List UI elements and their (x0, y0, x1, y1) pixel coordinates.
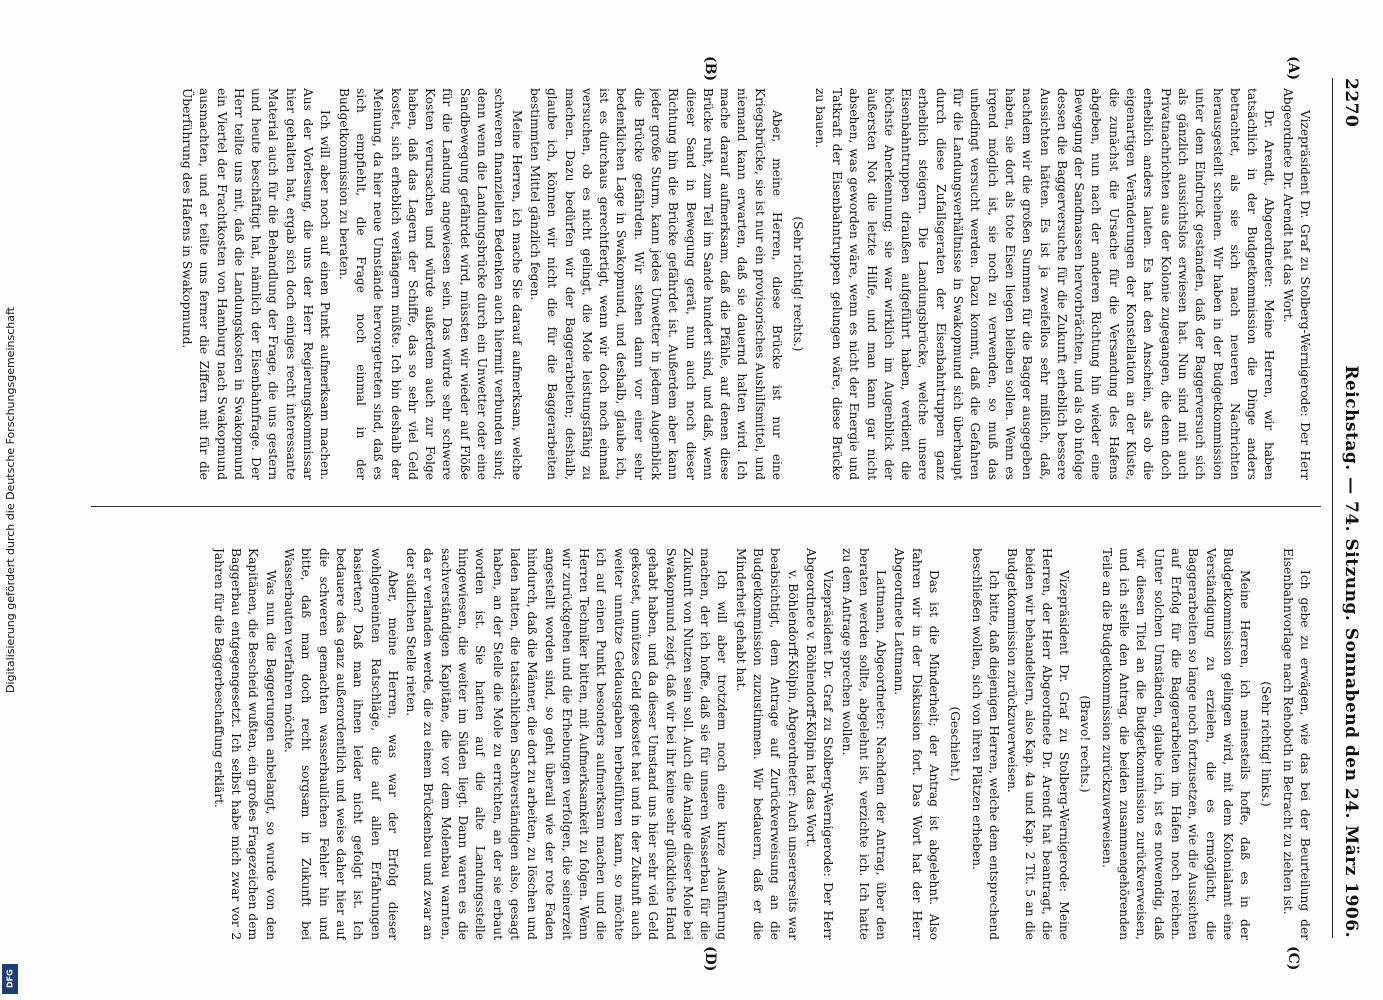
margin-letter-a: (A) (1285, 56, 1301, 81)
margin-letter-d: (D) (702, 946, 718, 972)
right-column (103, 548, 1313, 940)
page-header (1332, 78, 1369, 938)
paragraph: Ich will aber trotzdem noch eine kurze Ausführung machen, der ich hoffe, daß sie für unseren Wasserbau für die Zukunft von Nutzen sein soll. Auch die Anlage dieser Mole bei Swakopmund zeigt, daß wir bei ihr keine sehr glückliche Hand gehabt haben, und da dieser Umstand uns hier sehr viel Geld gekostet, unnützes Geld gekostet hat und in der Zukunft auch weiter unnütze Geldausgaben herbeiführen kann, so möchte ich auf einen Punkt besonders aufmerksam machen und die Herren Techniker bitten, mit Aufmerksamkeit zu folgen. Wenn wir zurückgehen und die Erhebungen verfolgen, die seinerzeit angestellt worden sind, so geht überall wie der rote Faden hindurch, daß die Männer, die dort zu arbeiten, zu löschen und laden hatten, die tatsächlichen Sachverständigen also, gesagt haben, an der Stelle die Mole zu errichten, an der sie erbaut worden ist. Sie hatten auf die alte Landungsstelle hingewiesen, die weiter im Süden liegt. Dann waren es die sachverständigen Kapitäne, die vor dem Molenbau warnten, da er verlanden werde, die zu einem Brückenbau und zwar an der südlichen Stelle rieten. (404, 548, 730, 940)
interjection: (Bravo! rechts.) (1078, 695, 1093, 793)
paragraph: Was nun die Baggerungen anbelangt, so wurde von den Kapitänen, die Bescheid wußten, ein großes Fragezeichen dem Baggerbau entgegengesetzt. Ich selbst habe mich zwar vor 2 Jahren für die Baggerbeschaffung erklärt. (211, 548, 278, 940)
paragraph: v. Böhlendorff-Kölpin, Abgeordneter: Auch unsererseits war beabsichtigt, dem Antrage auf Zurückverweisung an die Budgetkommission zuzustimmen. Wir bedauern, daß er die Minderheit gehabt hat. (733, 548, 800, 940)
page-number: 2270 (1341, 78, 1361, 128)
paragraph: Ich gebe zu erwägen, wie das bei der Beurteilung der Eisenbahnvorlage nach Rehoboth in Betracht zu ziehen ist. (1280, 548, 1312, 940)
paragraph: Meine Herren, ich meinesteils hoffe, daß es in der Budgetkommission gelingen wird, mit dem Kolonialamt eine Verständigung zu erzielen, die es ermöglicht, die Baggerarbeiten so lange noch fortzusetzen, wie die Aussichten auf Erfolg für die Baggerarbeiten im Hafen noch reichen. Unter solchen Umständen, glaube ich, ist es notwendig, daß wir diesen Titel an die Budgetkommission zurückverweisen, und ich stelle den Antrag, die beiden zusammengehörenden Teile an die Budgetkommission zurückzuverweisen. (1099, 548, 1253, 940)
paragraph: Dr. Arendt, Abgeordneter: Meine Herren, wir haben tatsächlich in der Budgetkommission die Dinge anders betrachtet, als sie sich nach neueren Nachrichten herausgestellt scheinen. Wir haben in der Budgetkommission unter dem Eindruck gestanden, daß der Baggerversuch sich als gänzlich aussichtslos erwiesen hat. Nun sind mit auch Privatnachrichten aus der Kolonie zugegangen, die denn doch erheblich anders lauten. Es hat den Anschein, als ob die eigenartigen Veränderungen der Konstellation an der Küste, die zunächst die Ursache für die Versandung des Hafens abgeben, nun nach der anderen Richtung hin wieder eine Bewegung der Sandmassen hervorbrächten, und als ob infolge dessen die Baggerversuche für die Zukunft erheblich bessere Aussichten hätten. Es ist ja zweifellos sehr mißlich, daß, nachdem wir die großen Summen für die Bagger ausgegeben haben, sie dort als tote Eisen liegen bleiben sollen. Wenn es irgend möglich ist, sie noch zu verwenden, so muß das unbedingt versucht werden. Dazu kommt, daß die Gefahren für die Landungsverhältnisse in Swakopmund sich überhaupt durch diese Zufallsgeraten der Eisenbahntruppen ganz erheblich steigern. Die Landungsbrücke, welche unsere Eisenbahntruppen draußen aufgeführt haben, verdient die höchste Anerkennung; sie war wirklich im Augenblick der äußersten Not die letzte Hilfe, und man kann gar nicht absehen, was geworden wäre, wenn es nicht der Energie und Tatkraft der Eisenbahntruppen gelungen wäre, diese Brücke zu bauen. (812, 88, 1277, 480)
interjection: (Sehr richtig! rechts.) (791, 216, 806, 352)
paragraph: Ich bitte, daß diejenigen Herren, welche dem entsprechend beschließen wollen, sich von ihren Plätzen erheben. (969, 548, 1001, 940)
dfg-logo: DFG (2, 964, 18, 994)
speaker-line: Vizepräsident Dr. Graf zu Stolberg-Wernigerode: Der Herr Abgeordnete Dr. Arendt hat das Wort. (1280, 88, 1312, 480)
paragraph: Aber, meine Herren, was war der Erfolg dieser wohlgemeinten Ratschläge, die auf allen Erfahrungen basierten? Daß man ihnen leider nicht gefolgt ist. Ich bedauere das ganz außerordentlich und weise daher hier auf die schweren gemachten wasserbaulichen Fehler hin und bitte, daß man doch recht sorgsam in Zukunft bei Wasserbauten verfahren möchte. (282, 548, 400, 940)
margin-letter-c: (C) (1285, 946, 1301, 971)
paragraph: Aber, meine Herren, diese Brücke ist nur eine Kriegsbrücke, sie ist nur ein provisorisches Aushilfsmittel, und niemand kann erwarten, daß sie dauernd halten wird. Ich mache darauf aufmerksam, daß die Pfähle, auf denen diese Brücke ruht, zum Teil im Sande hundert sind, und daß, wenn dieser Sand in Bewegung gerät, nun auch noch dieser Richtung hin die Brücke gefährdet ist. Außerdem aber kann jeder große Sturm, kann jedes Unwetter in jedem Augenblick die Brücke gefährden. Wir stehen dann vor einer sehr bedenklichen Lage in Swakopmund, und deshalb, glaube ich, ist es durchaus gerechtfertigt, wenn wir doch noch einmal versuchen, ob es nicht gelingt, die Mole leistungsfähig zu machen. Dazu bedürfen wir der Baggerarbeiten; deshalb, glaube ich, können wir nicht die für die Baggerarbeiten bestimmten Mittel gänzlich fegen. (527, 88, 785, 480)
paragraph: Meine Herren, ich mache Sie darauf aufmerksam, welche schweren finanziellen Bedenken auch hiermit verbunden sind; denn wenn die Landungsbrücke durch ein Unwetter oder eine Sandbewegung gefährdet wird, müssten wir wieder auf Flöße für die Landung angewiesen sein. Das würde sehr schwere Kosten verursachen und würde außerdem auch zur Folge haben, daß das Lagern der Schiffe, das so sehr viel Geld kostet, sich erheblich verlängern müßte. Ich bin deshalb der Meinung, da hier neue Umstände hervorgetreten sind, daß es sich empfiehlt, die Frage noch einmal in der Budgetkommission zu beraten. (336, 88, 524, 480)
footer (0, 0, 20, 1000)
paragraph: Vizepräsident Dr. Graf zu Stolberg-Wernigerode: Meine Herren, der Herr Abgeordnete Dr. Arendt hat beantragt, die beiden wir behandeltern, also Kap. 4a und Kap. 2 Tit. 5 an die Budgetkommission zurückzuverweisen. (1005, 548, 1072, 940)
page-title: Reichstag. — 74. Sitzung. Sonnabend den 24. März 1906. (1341, 365, 1361, 938)
interjection: (Geschieht.) (948, 706, 963, 782)
margin-letter-b: (B) (702, 56, 718, 82)
interjection: (Sehr richtig! links.) (1259, 681, 1274, 807)
paragraph: Lattmann, Abgeordneter: Nachdem der Antrag, über den beraten werden sollte, abgelehnt ist, verzichte ich. Ich hatte zu dem Antrage sprechen wollen. (839, 548, 889, 940)
paragraph: Das ist die Minderheit; der Antrag ist abgelehnt. Also fahren wir in der Diskussion fort. Das Wort hat der Herr Abgeordnete Lattmann. (892, 548, 942, 940)
digitization-credit: Digitalisierung gefördert durch die Deutsche Forschungsgemeinschaft (3, 307, 17, 693)
paragraph: Ich will aber noch auf einen Punkt aufmerksam machen. Aus der Vorlesung, die uns der Herr Regierungskommissar hier gehalten hat, ergab sich doch einiges recht interessante Material auch für die Behandlung der Frage, die uns gestern und heute beschäftigt hat, nämlich der Eisenbahnfrage. Der Herr teilte uns mit, daß die Landungskosten in Swakopmund ein Viertel der Frachtkosten von Hamburg nach Swakopmund ausmachten, und er teilte uns ferner die Ziffern mit für die Überführung des Hafens in Swakopmund. (180, 88, 333, 480)
column-divider (91, 506, 1321, 507)
paragraph: Vizepräsident Dr. Graf zu Stolberg-Wernigerode: Der Herr Abgeordnete v. Böhlendorff-Kölpin hat das Wort. (803, 548, 836, 940)
left-column (103, 88, 1313, 480)
